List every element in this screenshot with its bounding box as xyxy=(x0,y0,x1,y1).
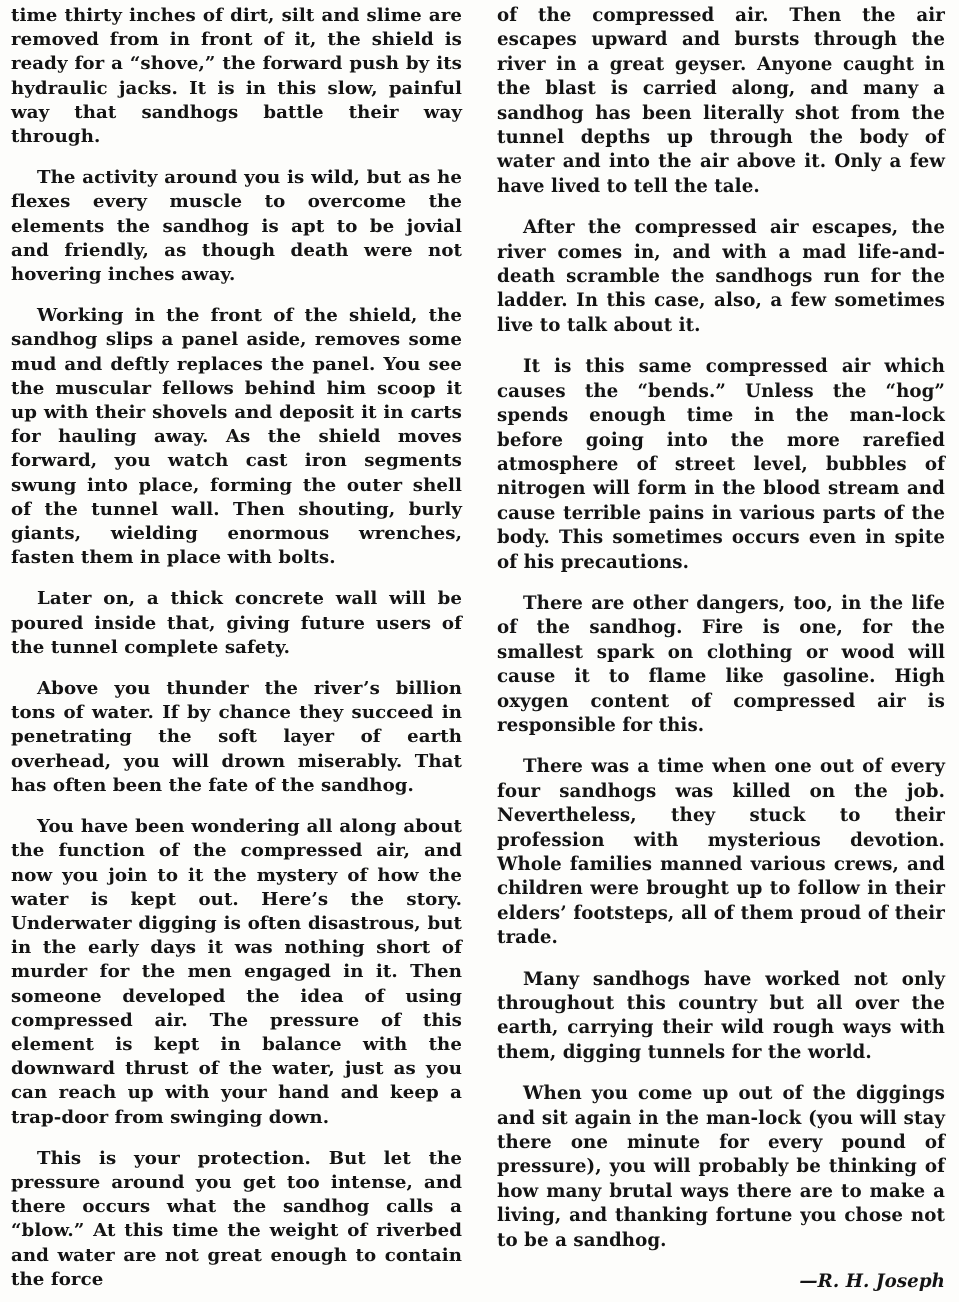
paragraph: This is your protection. But let the pressure around you get too intense, and there occurs what the sandhog calls a “blow.” At this time the weight of riverbed and water are not great enough to contain the force xyxy=(11,1147,462,1290)
paragraph: After the compressed air escapes, the river comes in, and with a mad life-and-death scramble the sandhogs run for the ladder. In this case, also, a few sometimes live to talk about it. xyxy=(497,217,945,336)
paragraph: You have been wondering all along about the function of the compressed air, and now you join to it the mystery of how the water is kept out. Here’s the story. Underwater digging is often disastrous, but in the early days it was nothing short of murder for the men engaged in it. Then someone developed the idea of using compressed air. The pressure of this element is kept in balance with the downward thrust of the water, just as you can reach up with your hand and keep a trap-door from swinging down. xyxy=(11,816,462,1128)
author-signature: —R. H. Joseph xyxy=(799,1271,945,1293)
paragraph: of the compressed air. Then the air escapes upward and bursts through the river in a great geyser. Anyone caught in the blast is carried along, and many a sandhog has been literally shot from the tunnel depths up through the body of water and into the air above it. Only a few have lived to tell the tale. xyxy=(497,5,945,197)
paragraph: Above you thunder the river’s billion tons of water. If by chance they succeed in penetrating the soft layer of earth overhead, you will drown miserably. That has often been the fate of the sandhog. xyxy=(11,678,462,796)
paragraph: Many sandhogs have worked not only throughout this country but all over the earth, carrying their wild rough ways with them, digging tunnels for the world. xyxy=(497,968,945,1063)
left-column xyxy=(11,4,462,1292)
paragraph: There are other dangers, too, in the life of the sandhog. Fire is one, for the smallest spark on clothing or wood will cause it to flame like gasoline. High oxygen content of compressed air is responsible for this. xyxy=(497,592,945,736)
paragraph: Working in the front of the shield, the sandhog slips a panel aside, removes some mud and deftly replaces the panel. You see the muscular fellows behind him scoop it up with their shovels and deposit it in carts for hauling away. As the shield moves forward, you watch cast iron segments swung into place, forming the outer shell of the tunnel wall. Then shouting, burly giants, wielding enormous wrenches, fasten them in place with bolts. xyxy=(11,305,462,569)
right-column xyxy=(497,4,945,1295)
paragraph: The activity around you is wild, but as he flexes every muscle to overcome the elements the sandhog is apt to be jovial and friendly, as though death were not hovering inches away. xyxy=(11,167,462,286)
paragraph: It is this same compressed air which causes the “bends.” Unless the “hog” spends enough time in the man-lock before going into the more rarefied atmosphere of street level, bubbles of nitrogen will form in the blood stream and cause terrible pains in various parts of the body. This sometimes occurs even in spite of his precautions. xyxy=(497,356,945,573)
paragraph: Later on, a thick concrete wall will be poured inside that, giving future users of the tunnel complete safety. xyxy=(11,588,462,658)
paragraph: time thirty inches of dirt, silt and slime are removed from in front of it, the shield is ready for a “shove,” the forward push by its hydraulic jacks. It is in this slow, painful way that sandhogs battle their way through. xyxy=(11,5,462,148)
paragraph: There was a time when one out of every four sandhogs was killed on the job. Nevertheless, they stuck to their profession with mysterious devotion. Whole families manned various crews, and children were brought up to follow in their elders’ footsteps, all of them proud of their trade. xyxy=(497,756,945,949)
paragraph: When you come up out of the diggings and sit again in the man-lock (you will stay there one minute for every pound of pressure), you will probably be thinking of how many brutal ways there are to make a living, and thanking fortune you chose not to be a sandhog. xyxy=(497,1083,945,1251)
